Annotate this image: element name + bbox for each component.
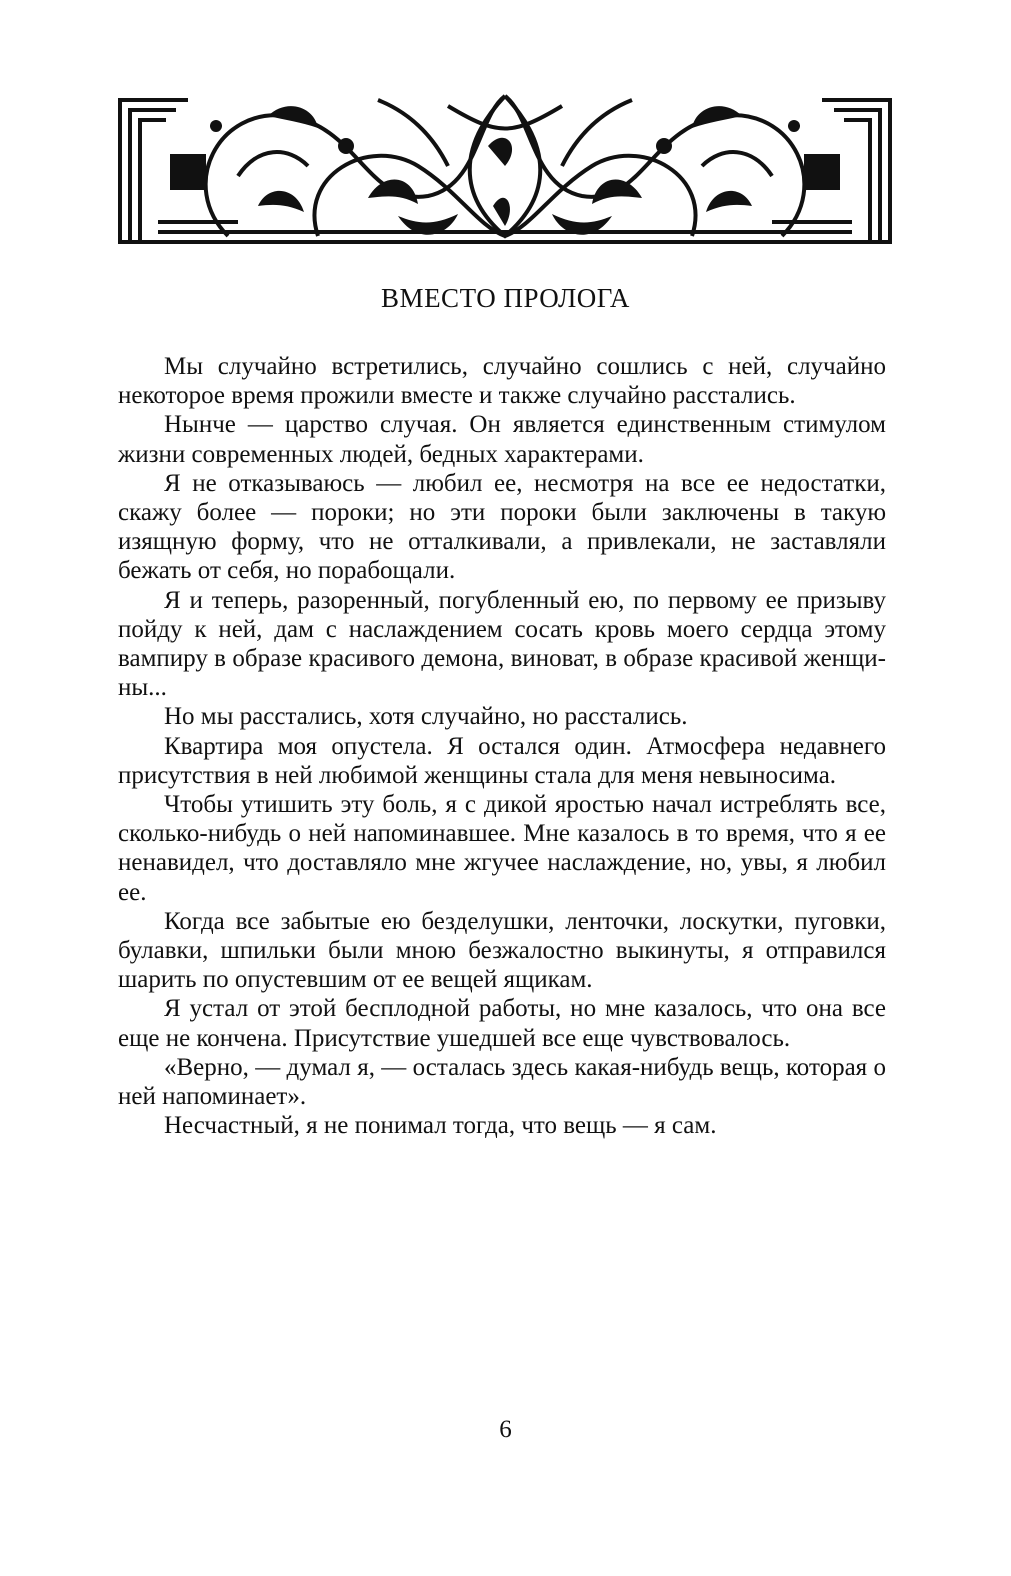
chapter-title: ВМЕСТО ПРОЛОГА (381, 283, 630, 313)
decorative-headpiece (118, 86, 892, 246)
page-number: 6 (499, 1416, 512, 1443)
chapter-text (118, 352, 886, 1140)
paragraph: «Верно, — думал я, — осталась здесь какая-нибудь вещь, которая о ней напоминает». (118, 1053, 886, 1111)
paragraph: Я и теперь, разоренный, погубленный ею, по первому ее призыву пойду к ней, дам с наслаждением сосать кровь моего сердца этому вампиру в образе красивого демона, виноват, в образе красивой женщины... (118, 586, 886, 702)
paragraph: Я не отказываюсь — любил ее, несмотря на все ее недостатки, скажу более — пороки; но эти пороки были заключены в такую изящную форму, что не отталкивали, а привлекали, не заставляли бежать от себя, но порабощали. (118, 469, 886, 585)
paragraph: Нынче — царство случая. Он является единственным стимулом жизни современных людей, бедных характерами. (118, 411, 886, 468)
paragraph: Чтобы утишить эту боль, я с дикой яростью начал истреблять все, сколько-нибудь о ней напоминавшее. Мне казалось в то время, что я ее ненавидел, что доставляло мне жгучее наслаждение, но, увы, я любил ее. (118, 791, 886, 906)
paragraph: Несчастный, я не понимал тогда, что вещь — я сам. (164, 1112, 717, 1140)
paragraph: Но мы расстались, хотя случайно, но расстались. (164, 703, 688, 731)
paragraph: Когда все забытые ею безделушки, ленточки, лоскутки, пуговки, булавки, шпильки были мною безжалостно выкинуты, я отправился шарить по опустевшим от ее вещей ящикам. (118, 907, 886, 994)
paragraph: Я устал от этой бесплодной работы, но мне казалось, что она все еще не кончена. Присутствие ушедшей все еще чувствовалось. (118, 995, 886, 1052)
paragraph: Квартира моя опустела. Я остался один. Атмосфера недавнего присутствия в ней любимой женщины стала для меня невыносима. (118, 732, 886, 789)
paragraph: Мы случайно встретились, случайно сошлись с ней, случайно некоторое время прожили вместе и также случайно расстались. (118, 353, 886, 410)
